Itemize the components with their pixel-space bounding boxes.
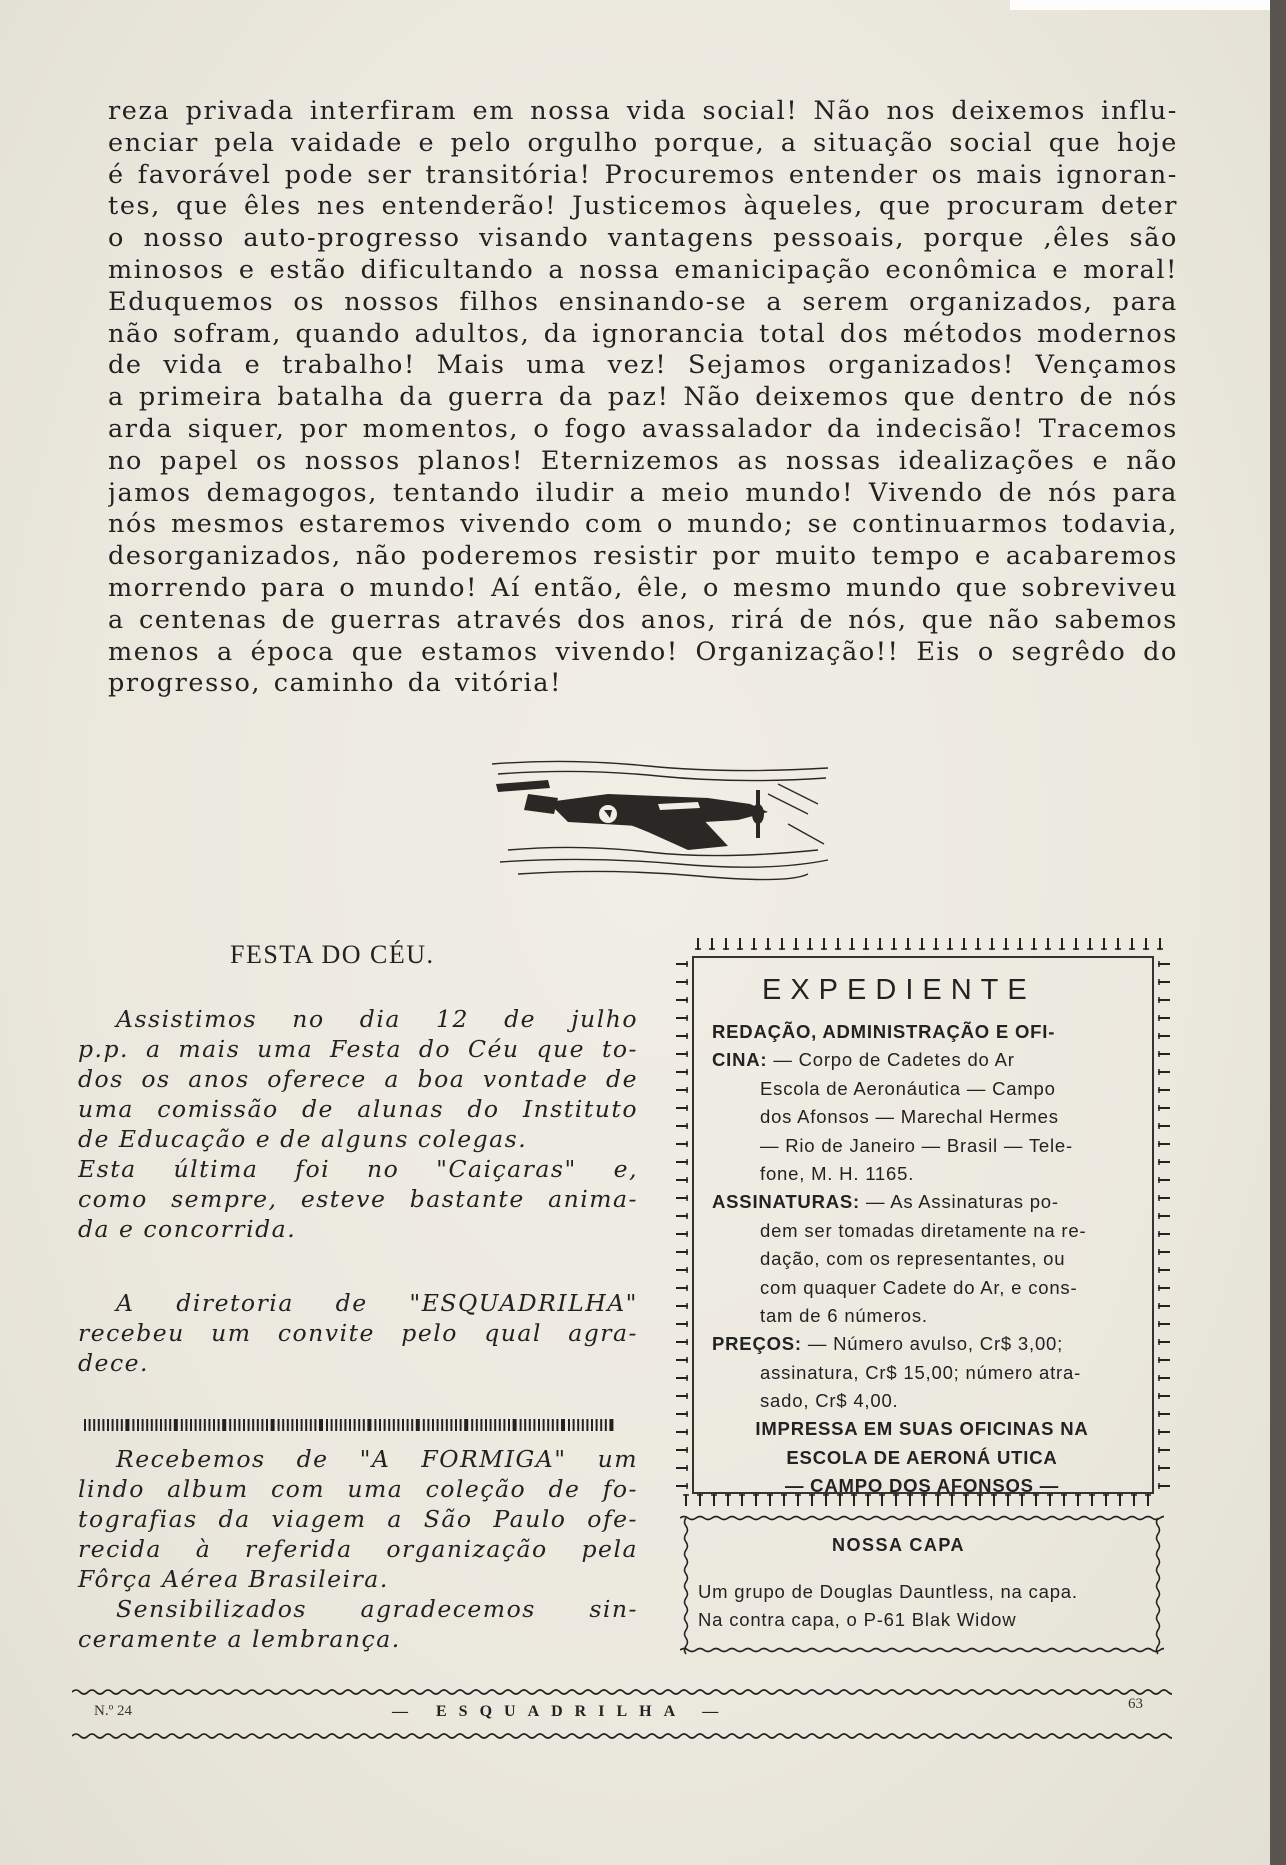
issue-number: N.º 24 — [94, 1703, 132, 1719]
expediente-content — [712, 1018, 1132, 1501]
redacao-text-2: Escola de Aeronáutica — Campo — [760, 1077, 1056, 1099]
para2-line: A diretoria de "ESQUADRILHA" — [116, 1289, 638, 1317]
precos-text-3: sado, Cr$ 4,00. — [760, 1390, 899, 1412]
para1-line: de Educação e de alguns colegas. — [78, 1125, 528, 1153]
main-text-line: menos a época que estamos vivendo! Organização!! Eis o segrêdo do — [108, 636, 1178, 667]
redacao-text-5: fone, M. H. 1165. — [760, 1162, 915, 1184]
redacao-label-cont: CINA: — [712, 1049, 768, 1071]
main-text-line: de vida e trabalho! Mais uma vez! Sejamos organizados! Vençamos — [108, 350, 1178, 381]
footer-wave-bottom — [72, 1730, 1172, 1742]
expediente-border-ticks-top — [692, 936, 1176, 950]
impressa-text-3: — CAMPO DOS AFONSOS — — [784, 1475, 1060, 1497]
scan-edge-right — [1270, 0, 1286, 1865]
precos-label: PREÇOS: — [712, 1333, 802, 1355]
main-text-line: progresso, caminho da vitória! — [108, 668, 562, 699]
main-text-line: jamos demagogos, tentando iludir a meio mundo! Vivendo de nós para — [108, 477, 1178, 508]
para1-line: como sempre, esteve bastante anima- — [78, 1185, 638, 1213]
para1-line: Esta última foi no "Caiçaras" e, — [78, 1155, 638, 1183]
assinaturas-text-2: dem ser tomadas diretamente na re- — [760, 1219, 1087, 1241]
redacao-text-4: — Rio de Janeiro — Brasil — Tele- — [760, 1134, 1073, 1156]
ornamental-divider — [78, 1418, 618, 1432]
assinaturas-text-4: com quaquer Cadete do Ar, e cons- — [760, 1276, 1078, 1298]
main-text-line: nós mesmos estaremos vivendo com o mundo; se continuarmos todavia, — [108, 509, 1178, 540]
para3-line: ceramente a lembrança. — [78, 1625, 401, 1653]
redacao-text-3: dos Afonsos — Marechal Hermes — [760, 1106, 1059, 1128]
main-text-line: o nosso auto-progresso visando vantagens pessoais, porque ,êles são — [108, 223, 1178, 254]
festa-heading: FESTA DO CÉU. — [230, 940, 435, 969]
para3-line: tografias da viagem a São Paulo ofe- — [78, 1505, 638, 1533]
footer-wave-top — [72, 1686, 1172, 1698]
redacao-label: REDAÇÃO, ADMINISTRAÇÃO E OFI- — [712, 1021, 1056, 1042]
article-body — [108, 96, 1178, 700]
page-number: 63 — [1128, 1696, 1143, 1712]
para2-line: dece. — [78, 1349, 149, 1377]
main-text-line: a centenas de guerras através dos anos, rirá de nós, que não sabemos — [108, 604, 1178, 635]
nossa-capa-text — [698, 1578, 1138, 1634]
redacao-text-1: — Corpo de Cadetes do Ar — [773, 1049, 1015, 1071]
nossa-capa-line-1: Um grupo de Douglas Dauntless, na capa. — [698, 1581, 1078, 1602]
scan-edge-top — [1010, 0, 1286, 10]
precos-text-1: — Número avulso, Cr$ 3,00; — [807, 1333, 1064, 1355]
main-text-line: tes, que êles nes entenderão! Justicemos àqueles, que procuram deter — [108, 191, 1178, 222]
impressa-text-2: ESCOLA DE AERONÁ UTICA — [786, 1446, 1058, 1468]
assinaturas-label: ASSINATURAS: — [712, 1191, 861, 1213]
para2-line: recebeu um convite pelo qual agra- — [78, 1319, 638, 1347]
festa-paragraph-2 — [78, 1288, 638, 1378]
para3-line: Fôrça Aérea Brasileira. — [78, 1565, 389, 1593]
nossa-capa-title: NOSSA CAPA — [832, 1535, 966, 1555]
main-text-line: arda siquer, por momentos, o fogo avassalador da indecisão! Tracemos — [108, 413, 1178, 444]
festa-paragraph-1 — [78, 1004, 638, 1244]
para1-line: uma comissão de alunas do Instituto — [78, 1095, 638, 1123]
airplane-illustration — [488, 754, 833, 886]
main-text-line: enciar pela vaidade e pelo orgulho porque, a situação social que hoje — [108, 127, 1178, 158]
para3-line: lindo album com uma coleção de fo- — [78, 1475, 638, 1503]
expediente-title: EXPEDIENTE — [762, 974, 1036, 1006]
para1-line: dos os anos oferece a boa vontade de — [78, 1065, 638, 1093]
assinaturas-text-1: — As Assinaturas po- — [865, 1191, 1059, 1213]
main-text-line: é favorável pode ser transitória! Procuremos entender os mais ignoran- — [108, 159, 1178, 190]
assinaturas-text-3: dação, com os representantes, ou — [760, 1248, 1066, 1270]
main-text-line: reza privada interfiram em nossa vida social! Não nos deixemos influ- — [108, 96, 1178, 126]
main-text-line: Eduquemos os nossos filhos ensinando-se a serem organizados, para — [108, 286, 1178, 317]
impressa-text-1: IMPRESSA EM SUAS OFICINAS NA — [755, 1418, 1089, 1440]
formiga-paragraph — [78, 1444, 638, 1654]
main-text-line: desorganizados, não poderemos resistir por muito tempo e acabaremos — [108, 541, 1178, 572]
expediente-border-ticks-left — [674, 956, 688, 1494]
para3-line: Recebemos de "A FORMIGA" um — [116, 1445, 638, 1473]
main-text-line: a primeira batalha da guerra da paz! Não deixemos que dentro de nós — [108, 382, 1178, 413]
para1-line: Assistimos no dia 12 de julho — [116, 1005, 638, 1033]
para3-line: Sensibilizados agradecemos sin- — [116, 1595, 638, 1623]
main-text-line: no papel os nossos planos! Eternizemos as nossas idealizações e não — [108, 445, 1178, 476]
main-text-line: minosos e estão dificultando a nossa emanicipação econômica e moral! — [108, 254, 1178, 285]
main-text-line: não sofram, quando adultos, da ignorancia total dos métodos modernos — [108, 318, 1178, 349]
footer-magazine-title: — ESQUADRILHA — — [392, 1703, 731, 1720]
para3-line: recida à referida organização pela — [78, 1535, 638, 1563]
para1-line: p.p. a mais uma Festa do Céu que to- — [78, 1035, 638, 1063]
assinaturas-text-5: tam de 6 números. — [760, 1304, 928, 1326]
nossa-capa-line-2: Na contra capa, o P-61 Blak Widow — [698, 1609, 1017, 1630]
precos-text-2: assinatura, Cr$ 15,00; número atra- — [760, 1361, 1082, 1383]
main-text-line: morrendo para o mundo! Aí então, êle, o mesmo mundo que sobreviveu — [108, 572, 1178, 603]
para1-line: da e concorrida. — [78, 1215, 297, 1243]
expediente-border-ticks-right — [1158, 956, 1172, 1494]
